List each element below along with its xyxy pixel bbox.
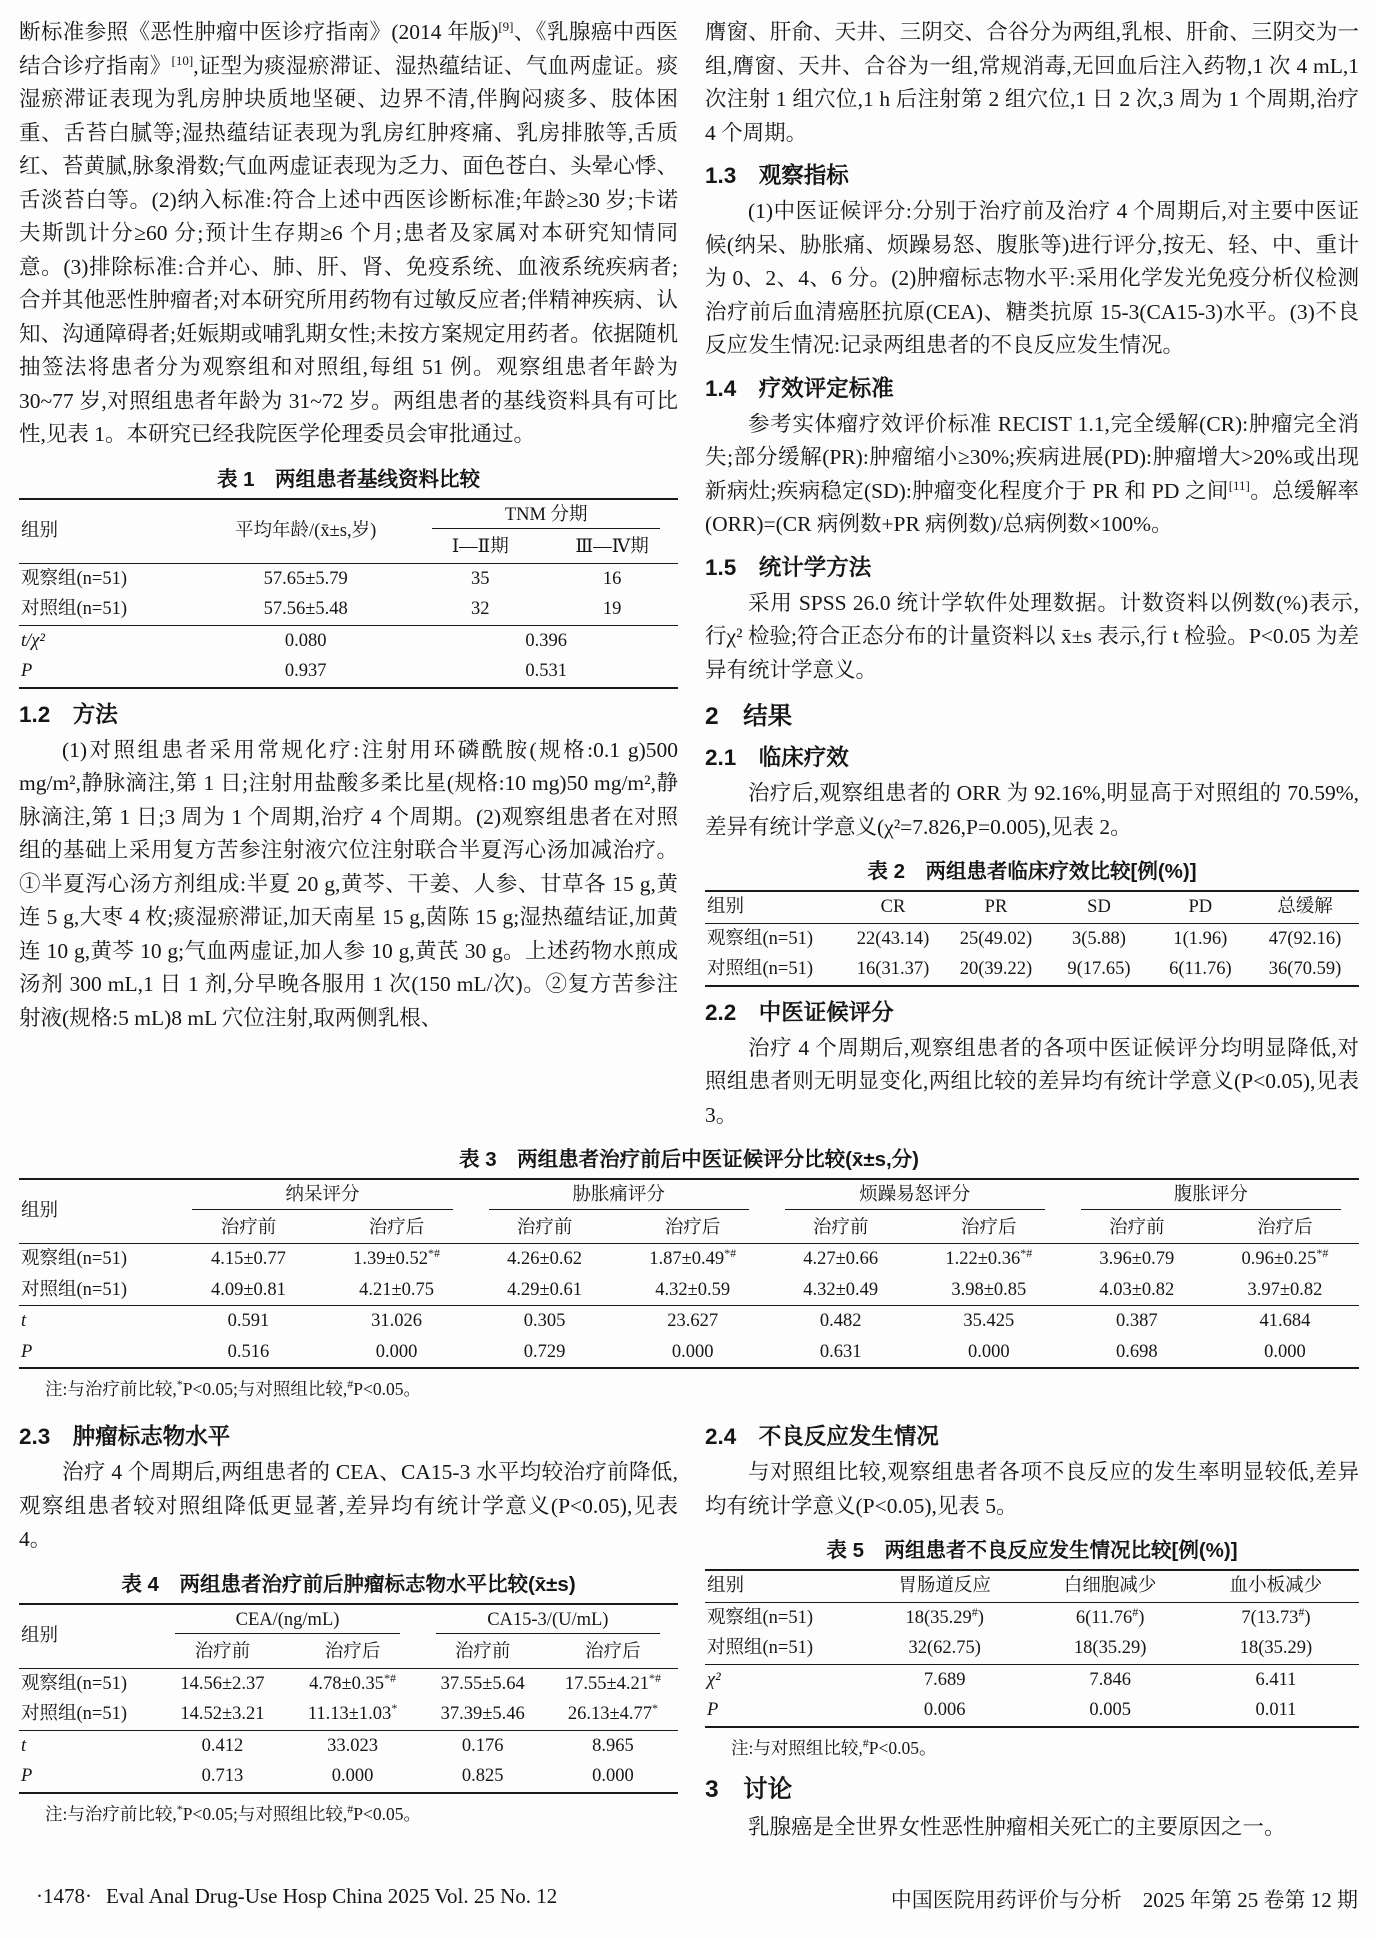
paragraph-text: 断标准参照《恶性肿瘤中医诊疗指南》(2014 年版) bbox=[19, 20, 499, 44]
table-2-caption: 表 2 两组患者临床疗效比较[例(%)] bbox=[867, 860, 1197, 883]
table-4-header-cea: CEA/(ng/mL) bbox=[157, 1604, 417, 1638]
page-footer bbox=[36, 1884, 1358, 1914]
paragraph-text: 、《乳腺癌中西医结合诊疗指南》 bbox=[19, 20, 678, 78]
table-row: 观察组(n=51) 57.65±5.79 35 16 bbox=[21, 568, 622, 589]
table-1-header-group: 组别 bbox=[19, 499, 197, 564]
table-row: 对照组(n=51) 57.56±5.48 32 19 bbox=[19, 594, 678, 625]
table-row-statistic: t/χ² 0.080 0.396 bbox=[21, 630, 567, 651]
table-row: 对照组(n=51) 32(62.75) 18(35.29) 18(35.29) bbox=[705, 1633, 1359, 1664]
body-paragraph: (1)中医证候评分:分别于治疗前及治疗 4 个周期后,对主要中医证候(纳呆、胁胀痛、烦躁易怒、腹胀等)进行评分,按无、轻、中、重计为 0、2、4、6 分。(2)肿瘤标志物水平:采用化学发光免疫分析仪检测治疗前后血清癌胚抗原(CEA)、糖类抗原 15-3(CA15-3)水平。(3)不良反应发生情况:记录两组患者的不良反应发生情况。 bbox=[705, 199, 1359, 357]
table-row-pvalue: P 0.006 0.005 0.011 bbox=[707, 1700, 1297, 1720]
table-3-subheader-post: 治疗后 bbox=[915, 1213, 1063, 1244]
table-row: 对照组(n=51) 16(31.37) 20(39.22) 9(17.65) 6(11.76) 36(70.59) bbox=[707, 959, 1342, 979]
paragraph-text: 参考实体瘤疗效评价标准 RECIST 1.1,完全缓解(CR):肿瘤完全消失;部分缓解(PR):肿瘤缩小≥30%;疾病进展(PD):肿瘤增大>20%或出现新病灶;疾病稳定(SD):肿瘤变化程度介于 PR 和 PD 之间 bbox=[705, 411, 1359, 503]
table-3-header-nadai: 纳呆评分 bbox=[174, 1179, 470, 1213]
table-5-header: 胃肠道反应 bbox=[862, 1570, 1027, 1602]
paragraph-text: ,证型为痰湿瘀滞证、湿热蕴结证、气血两虚证。痰湿瘀滞证表现为乳房肿块质地坚硬、边界不清,伴胸闷痰多、肢体困重、舌苔白腻等;湿热蕴结证表现为乳房红肿疼痛、乳房排脓等,舌质红、苔黄腻,脉象滑数;气血两虚证表现为乏力、面色苍白、头晕心悸、舌淡苔白等。(2)纳入标准:符合上述中西医诊断标准;年龄≥30 岁;卡诺夫斯凯计分≥60 分;预计生存期≥6 个月;患者及家属对本研究知情同意。(3)排除标准:合并心、肺、肝、肾、免疫系统、血液系统疾病者;合并其他恶性肿瘤者;对本研究所用药物有过敏反应者;伴精神疾病、认知、沟通障碍者;妊娠期或哺乳期女性;未按方案规定用药者。依据随机抽签法将患者分为观察组和对照组,每组 51 例。观察组患者年龄为 30~77 岁,对照组患者年龄为 31~72 岁。两组患者的基线资料具有可比性,见表 1。本研究已经我院医学伦理委员会审批通过。 bbox=[19, 53, 678, 446]
body-paragraph: 治疗 4 个周期后,观察组患者的各项中医证候评分均明显降低,对照组患者则无明显变化,两组比较的差异均有统计学意义(P<0.05),见表 3。 bbox=[705, 1035, 1359, 1127]
table-2-header: PD bbox=[1150, 891, 1251, 923]
section-heading-2-2: 2.2 中医证候评分 bbox=[705, 999, 894, 1025]
table-row-pvalue: P 0.516 0.000 0.729 0.000 0.631 0.000 0.698 0.000 bbox=[21, 1341, 1306, 1362]
table-3-subheader-pre: 治疗前 bbox=[1063, 1213, 1211, 1244]
table-3-caption: 表 3 两组患者治疗前后中医证候评分比较(x̄±s,分) bbox=[459, 1148, 919, 1171]
table-row-pvalue: P 0.713 0.000 0.825 0.000 bbox=[21, 1766, 634, 1786]
body-paragraph: 采用 SPSS 26.0 统计学软件处理数据。计数资料以例数(%)表示,行χ² 检验;符合正态分布的计量资料以 x̄±s 表示,行 t 检验。P<0.05 为差异有统计学意义。 bbox=[705, 590, 1359, 682]
table-3-subheader-pre: 治疗前 bbox=[471, 1213, 619, 1244]
table-3-note: 注:与治疗前比较,*P<0.05;与对照组比较,#P<0.05。 bbox=[45, 1377, 421, 1399]
table-4-caption: 表 4 两组患者治疗前后肿瘤标志物水平比较(x̄±s) bbox=[121, 1572, 576, 1596]
table-4-block bbox=[19, 1567, 678, 1826]
table-1-header-age: 平均年龄/(x̄±s,岁) bbox=[197, 499, 414, 564]
section-heading-3: 3 讨论 bbox=[705, 1775, 793, 1803]
page-number: ·1478· bbox=[36, 1884, 92, 1908]
table-row-statistic: t 0.591 31.026 0.305 23.627 0.482 35.425 0.387 41.684 bbox=[21, 1311, 1311, 1331]
journal-name-en: Eval Anal Drug-Use Hosp China 2025 Vol. 25 No. 12 bbox=[106, 1884, 558, 1908]
body-paragraph bbox=[705, 408, 1359, 542]
table-3-header-fuzhang: 腹胀评分 bbox=[1063, 1179, 1359, 1213]
table-3-block bbox=[19, 1142, 1359, 1401]
table-1 bbox=[19, 498, 678, 689]
left-column bbox=[19, 16, 678, 1035]
section-heading-2-3: 2.3 肿瘤标志物水平 bbox=[19, 1424, 231, 1449]
journal-name-cn: 中国医院用药评价与分析 2025 年第 25 卷第 12 期 bbox=[890, 1888, 1358, 1912]
table-row-pvalue: P 0.937 0.531 bbox=[21, 661, 567, 681]
table-2-block bbox=[705, 854, 1359, 987]
table-3-header-xiezhangtong: 胁胀痛评分 bbox=[471, 1179, 767, 1213]
footer-left bbox=[36, 1884, 571, 1914]
table-3-subheader-post: 治疗后 bbox=[619, 1213, 767, 1244]
section-heading-2-1: 2.1 临床疗效 bbox=[705, 745, 849, 770]
table-3 bbox=[19, 1178, 1359, 1369]
table-5-note: 注:与对照组比较,#P<0.05。 bbox=[731, 1735, 937, 1758]
table-5-block bbox=[705, 1533, 1359, 1760]
body-paragraph: 与对照组比较,观察组患者各项不良反应的发生率明显较低,差异均有统计学意义(P<0.05),见表 5。 bbox=[705, 1460, 1359, 1518]
table-1-caption: 表 1 两组患者基线资料比较 bbox=[216, 467, 481, 491]
bottom-columns bbox=[19, 1411, 1359, 1844]
table-2-header: 组别 bbox=[705, 891, 842, 923]
body-paragraph: 治疗后,观察组患者的 ORR 为 92.16%,明显高于对照组的 70.59%,差异有统计学意义(χ²=7.826,P=0.005),见表 2。 bbox=[705, 781, 1359, 839]
body-paragraph: 乳腺癌是全世界女性恶性肿瘤相关死亡的主要原因之一。 bbox=[748, 1814, 1286, 1839]
table-row: 对照组(n=51) 4.09±0.81 4.21±0.75 4.29±0.61 4.32±0.59 4.32±0.49 3.98±0.85 4.03±0.82 3.97±0.82 bbox=[19, 1275, 1359, 1306]
table-5-header: 组别 bbox=[705, 1570, 862, 1602]
citation-ref: [9] bbox=[498, 18, 514, 34]
table-4 bbox=[19, 1603, 678, 1794]
bottom-right-column bbox=[705, 1411, 1359, 1844]
table-2-header: CR bbox=[842, 891, 943, 923]
citation-ref: [11] bbox=[1228, 477, 1250, 493]
table-4-header-ca153: CA15-3/(U/mL) bbox=[418, 1604, 678, 1638]
body-paragraph: 治疗 4 个周期后,两组患者的 CEA、CA15-3 水平均较治疗前降低,观察组患者较对照组降低更显著,差异均有统计学意义(P<0.05),见表 4。 bbox=[19, 1460, 678, 1551]
body-paragraph: 膺窗、肝俞、天井、三阴交、合谷分为两组,乳根、肝俞、三阴交为一组,膺窗、天井、合谷为一组,常规消毒,无回血后注入药物,1 次 4 mL,1 次注射 1 组穴位,1 h 后注射第 2 组穴位,1 日 2 次,3 周为 1 个周期,治疗 4 个周期。 bbox=[705, 20, 1359, 145]
table-5 bbox=[705, 1569, 1359, 1728]
section-heading-2-4: 2.4 不良反应发生情况 bbox=[705, 1424, 939, 1449]
table-3-header-group: 组别 bbox=[19, 1179, 174, 1244]
table-3-header-fanzaoyinu: 烦躁易怒评分 bbox=[767, 1179, 1063, 1213]
table-3-subheader-post: 治疗后 bbox=[323, 1213, 471, 1244]
table-4-note: 注:与治疗前比较,*P<0.05;与对照组比较,#P<0.05。 bbox=[45, 1801, 421, 1824]
footer-right bbox=[891, 1884, 1358, 1914]
table-row: 观察组(n=51) 22(43.14) 25(49.02) 3(5.88) 1(1.96) 47(92.16) bbox=[707, 928, 1342, 949]
body-paragraph: (1)对照组患者采用常规化疗:注射用环磷酰胺(规格:0.1 g)500 mg/m²,静脉滴注,第 1 日;注射用盐酸多柔比星(规格:10 mg)50 mg/m²,静脉滴注,第 1 日;3 周为 1 个周期,治疗 4 个周期。(2)观察组患者在对照组的基础上采用复方苦参注射液穴位注射联合半夏泻心汤加减治疗。①半夏泻心汤方剂组成:半夏 20 g,黄芩、干姜、人参、甘草各 15 g,黄连 5 g,大枣 4 枚;痰湿瘀滞证,加天南星 15 g,茵陈 15 g;湿热蕴结证,加黄连 10 g,黄芩 10 g;气血两虚证,加人参 10 g,黄芪 30 g。上述药物水煎成汤剂 300 mL,1 日 1 剂,分早晚各服用 1 次(150 mL/次)。②复方苦参注射液(规格:5 mL)8 mL 穴位注射,取两侧乳根、 bbox=[19, 737, 678, 1030]
section-heading-2: 2 结果 bbox=[705, 703, 793, 730]
table-5-header: 白细胞减少 bbox=[1027, 1570, 1192, 1602]
table-2 bbox=[705, 890, 1359, 987]
table-1-block bbox=[19, 462, 678, 689]
table-row: 观察组(n=51) 14.56±2.37 4.78±0.35*# 37.55±5.64 17.55±4.21*# bbox=[21, 1670, 661, 1694]
citation-ref: [10] bbox=[171, 52, 194, 68]
table-4-subheader-post: 治疗后 bbox=[288, 1637, 418, 1668]
section-heading-1-2: 1.2 方法 bbox=[19, 701, 118, 727]
table-4-subheader-pre: 治疗前 bbox=[418, 1637, 548, 1668]
table-4-subheader-post: 治疗后 bbox=[548, 1637, 678, 1668]
table-1-header-tnm: TNM 分期 bbox=[414, 499, 678, 533]
table-1-subheader-stage2: Ⅲ—Ⅳ期 bbox=[546, 532, 678, 563]
table-row: 观察组(n=51) 18(35.29#) 6(11.76#) 7(13.73#) bbox=[707, 1604, 1311, 1628]
table-1-subheader-stage1: Ⅰ—Ⅱ期 bbox=[414, 532, 546, 563]
body-paragraph bbox=[19, 16, 678, 452]
table-4-header-group: 组别 bbox=[19, 1604, 157, 1669]
table-row: 对照组(n=51) 14.52±3.21 11.13±1.03* 37.39±5.46 26.13±4.77* bbox=[19, 1699, 678, 1730]
table-5-header: 血小板减少 bbox=[1193, 1570, 1359, 1602]
table-3-subheader-pre: 治疗前 bbox=[174, 1213, 322, 1244]
right-column bbox=[705, 16, 1359, 1132]
table-row-statistic: t 0.412 33.023 0.176 8.965 bbox=[21, 1735, 634, 1756]
section-heading-1-4: 1.4 疗效评定标准 bbox=[705, 375, 894, 401]
table-3-subheader-pre: 治疗前 bbox=[767, 1213, 915, 1244]
table-4-subheader-pre: 治疗前 bbox=[157, 1637, 287, 1668]
table-2-header: PR bbox=[944, 891, 1049, 923]
table-2-header: 总缓解 bbox=[1251, 891, 1359, 923]
table-5-caption: 表 5 两组患者不良反应发生情况比较[例(%)] bbox=[826, 1539, 1238, 1562]
table-3-subheader-post: 治疗后 bbox=[1211, 1213, 1359, 1244]
paragraph-text: 。总缓解率(ORR)=(CR 病例数+PR 病例数)/总病例数×100%。 bbox=[705, 478, 1359, 536]
table-2-header: SD bbox=[1048, 891, 1149, 923]
table-row: 观察组(n=51) 4.15±0.77 1.39±0.52*# 4.26±0.62 1.87±0.49*# 4.27±0.66 1.22±0.36*# 3.96±0.79 0.96±0.25*# bbox=[21, 1245, 1329, 1269]
top-columns bbox=[19, 16, 1359, 1132]
section-heading-1-3: 1.3 观察指标 bbox=[705, 163, 849, 188]
bottom-left-column bbox=[19, 1411, 678, 1828]
table-row-statistic: χ² 7.689 7.846 6.411 bbox=[707, 1669, 1297, 1690]
section-heading-1-5: 1.5 统计学方法 bbox=[705, 554, 872, 580]
